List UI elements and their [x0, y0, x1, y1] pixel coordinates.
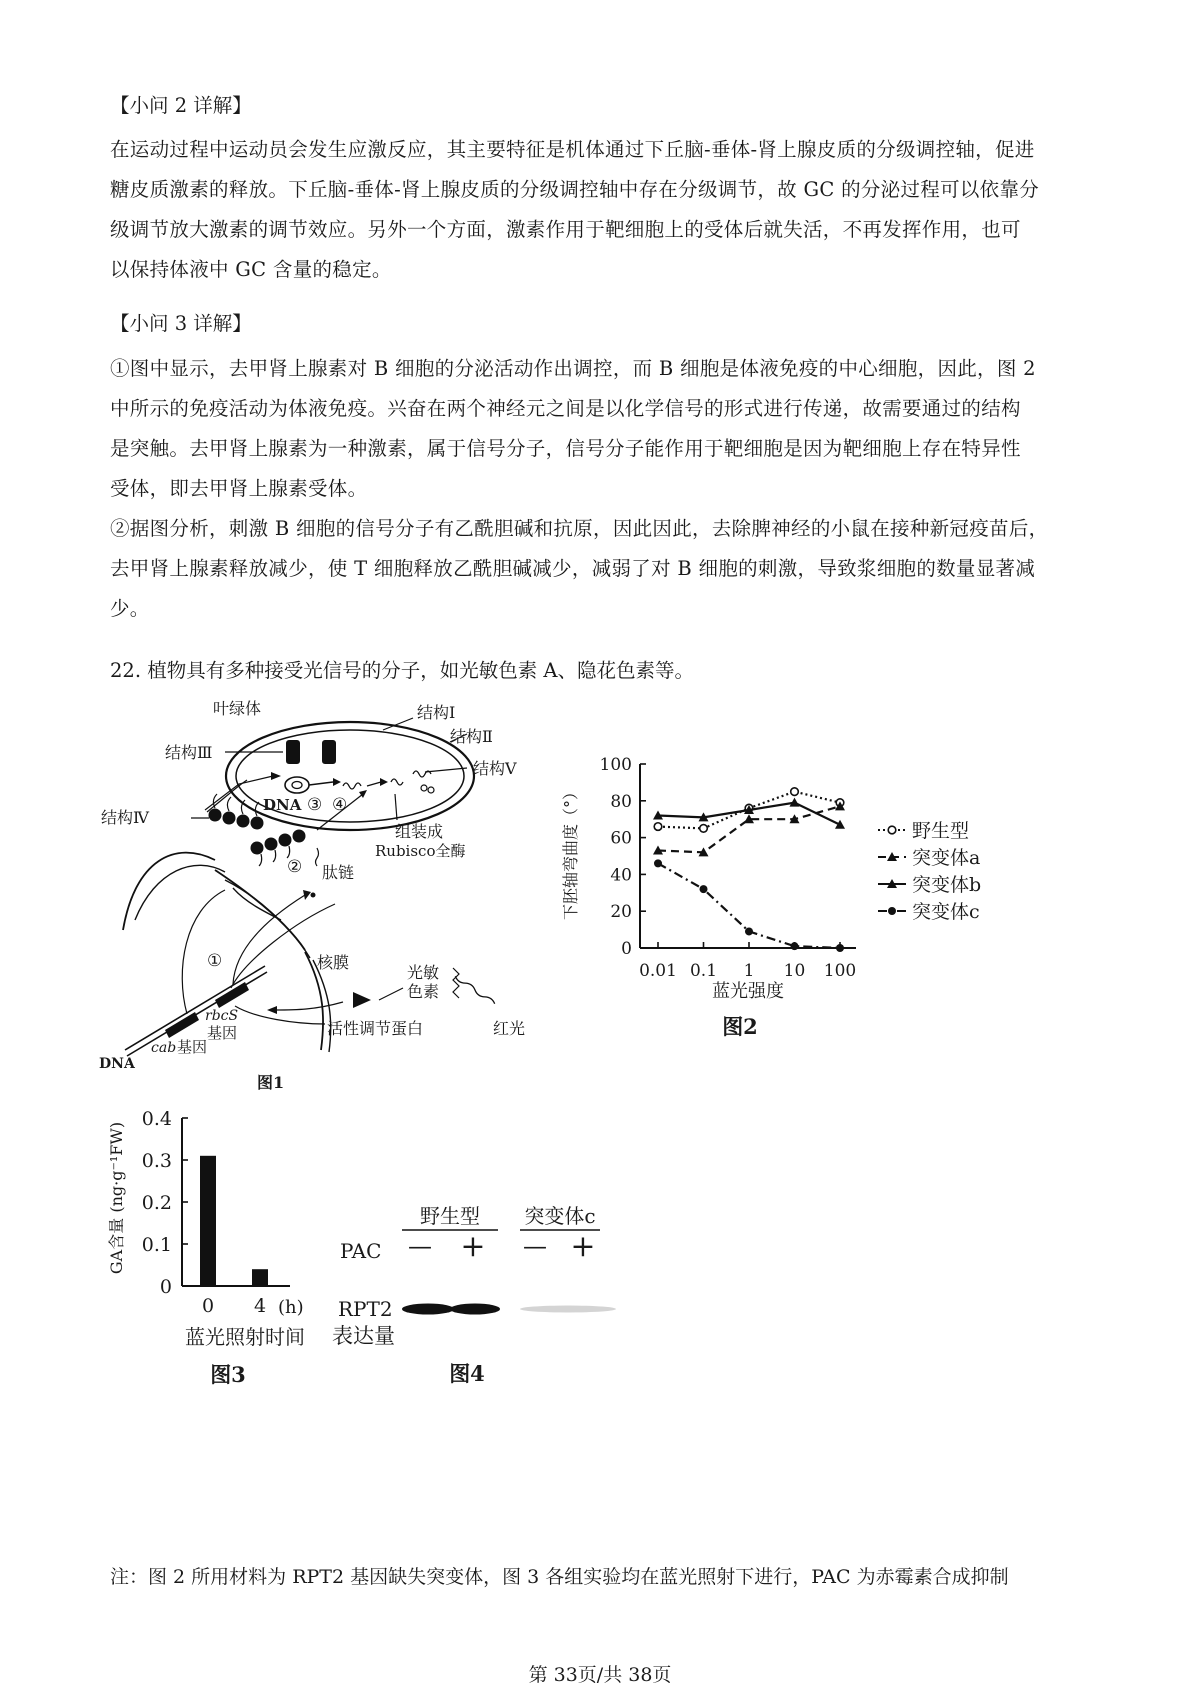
data-point [700, 885, 708, 893]
figure-1-caption: 图1 [257, 1073, 285, 1092]
data-point [836, 944, 844, 952]
label-step-1: ① [207, 951, 223, 971]
label-cab: cab [151, 1040, 177, 1056]
text-line: 受体，即去甲肾上腺素受体。 [110, 477, 368, 500]
text-line: 是突触。去甲肾上腺素为一种激素，属于信号分子，信号分子能作用于靶细胞是因为靶细胞上存在特异性 [110, 437, 1021, 460]
label-step-2: ② [287, 857, 303, 877]
blot-band-wild-minus [402, 1304, 454, 1315]
legend-label: 突变体b [912, 874, 982, 896]
figure-4-caption: 图4 [449, 1361, 485, 1386]
label-structure-4: 结构Ⅳ [101, 808, 149, 827]
label-phytochrome-1: 光敏 [407, 963, 440, 982]
figure-2-y-axis-label: 下胚轴弯曲度（°） [561, 783, 580, 921]
label-chloroplast-dna: DNA [263, 796, 302, 814]
sign-wild-minus: — [408, 1232, 432, 1260]
figure-3-y-axis-label: GA含量 (ng·g⁻¹FW) [107, 1121, 126, 1275]
figure-3-caption: 图3 [210, 1362, 246, 1387]
blot-band-wild-plus [450, 1304, 500, 1315]
data-point [654, 823, 662, 831]
label-wild-type: 野生型 [420, 1204, 480, 1228]
data-point [654, 859, 662, 867]
page-footer: 第 33页/共 38页 [528, 1664, 672, 1686]
label-step-4: ④ [332, 795, 348, 815]
label-structure-3: 结构Ⅲ [165, 743, 213, 762]
nuclear-envelope [123, 853, 215, 930]
y-tick-label: 60 [610, 828, 632, 849]
label-pac: PAC [340, 1239, 382, 1263]
figure-3-x-unit: (h) [278, 1297, 304, 1318]
label-rbcs-gene: 基因 [207, 1024, 238, 1042]
data-point [745, 927, 753, 935]
x-tick-label: 10 [783, 961, 806, 981]
label-structure-5: 结构Ⅴ [473, 759, 517, 778]
activator-triangle [353, 992, 371, 1008]
section-2-paragraph [110, 130, 1100, 290]
x-tick-label: 0.1 [689, 961, 718, 981]
thylakoid-stack [322, 740, 336, 764]
data-point [791, 942, 799, 950]
label-nuclear-membrane: 核膜 [317, 953, 350, 972]
figure-3-x-axis-label: 蓝光照射时间 [185, 1325, 305, 1349]
label-rbcs: rbcS [205, 1008, 239, 1024]
figure-2-caption: 图2 [722, 1014, 758, 1039]
ribosome-chain [251, 830, 306, 855]
note-text: 注：图 2 所用材料为 RPT2 基因缺失突变体，图 3 各组实验均在蓝光照射下进行，PAC 为赤霉素合成抑制 [110, 1566, 1009, 1588]
legend-label: 野生型 [912, 820, 970, 842]
y-tick-label: 0.4 [141, 1108, 172, 1130]
y-tick-label: 0 [621, 939, 632, 959]
legend-label: 突变体a [912, 847, 981, 869]
x-tick-label: 1 [743, 961, 755, 981]
label-assemble-1: 组装成 [395, 822, 444, 841]
y-tick-label: 20 [610, 902, 632, 923]
y-tick-label: 0.1 [141, 1234, 172, 1256]
label-structure-2: 结构Ⅱ [450, 727, 493, 746]
x-tick-label: 0.01 [639, 961, 677, 981]
question-22: 22. 植物具有多种接受光信号的分子，如光敏色素 A、隐花色素等。 [110, 659, 694, 682]
legend-label: 突变体c [912, 901, 980, 923]
label-nuclear-dna: DNA [99, 1056, 135, 1072]
sign-wild-plus: + [460, 1229, 486, 1264]
text-line: ②据图分析，刺激 B 细胞的信号分子有乙酰胆碱和抗原，因此因此，去除脾神经的小鼠在接种新冠疫苗后， [110, 517, 1049, 540]
figure-1-diagram [95, 690, 605, 1090]
text-line: 以保持体液中 GC 含量的稳定。 [110, 258, 392, 281]
y-tick-label: 0.2 [141, 1192, 172, 1214]
section-2-heading: 【小问 2 详解】 [110, 94, 252, 117]
sign-mut-minus: — [523, 1232, 547, 1260]
label-rpt2: RPT2 [338, 1297, 393, 1321]
figure-2-x-axis-label: 蓝光强度 [712, 981, 784, 1002]
x-tick-label: 4 [253, 1295, 267, 1317]
label-phytochrome-2: 色素 [407, 982, 440, 1001]
data-point [791, 788, 799, 796]
y-tick-label: 0.3 [141, 1150, 172, 1172]
label-activator-protein: 活性调节蛋白 [327, 1019, 424, 1038]
section-3-paragraph [110, 349, 1100, 629]
legend-marker [888, 826, 896, 834]
label-expression: 表达量 [332, 1324, 395, 1348]
label-assemble-2: Rubisco全酶 [375, 842, 466, 860]
bar [200, 1156, 216, 1286]
text-line: 少。 [110, 597, 150, 620]
bar [252, 1269, 268, 1286]
text-line: ①图中显示，去甲肾上腺素对 B 细胞的分泌活动作出调控，而 B 细胞是体液免疫的中心细胞，因此，图 2 [110, 357, 1036, 380]
y-tick-label: 100 [599, 755, 632, 775]
text-line: 去甲肾上腺素释放减少，使 T 细胞释放乙酰胆碱减少，减弱了对 B 细胞的刺激，导致浆细胞的数量显著减 [110, 557, 1036, 580]
data-point [700, 825, 708, 833]
label-chloroplast: 叶绿体 [213, 699, 262, 718]
chloroplast-dna-ring [285, 777, 309, 793]
blot-band-mutant-faint [520, 1306, 616, 1313]
x-tick-label: 0 [201, 1295, 215, 1317]
label-mutant-c: 突变体c [524, 1204, 596, 1228]
text-line: 糖皮质激素的释放。下丘脑-垂体-肾上腺皮质的分级调控轴中存在分级调节，故 GC 的分泌过程可以依靠分 [110, 178, 1040, 201]
legend-marker [888, 907, 896, 915]
label-step-3: ③ [307, 795, 323, 815]
x-tick-label: 100 [823, 961, 857, 981]
sign-mut-plus: + [570, 1229, 596, 1264]
text-line: 级调节放大激素的调节效应。另外一个方面，激素作用于靶细胞上的受体后就失活，不再发挥作用，也可 [110, 218, 1021, 241]
figure-2-line-chart [560, 752, 1100, 1052]
label-peptide: 肽链 [322, 863, 355, 882]
figure-3-bar-chart [100, 1098, 360, 1398]
label-structure-1: 结构Ⅰ [417, 703, 456, 722]
text-line: 在运动过程中运动员会发生应激反应，其主要特征是机体通过下丘脑-垂体-肾上腺皮质的分级调控轴，促进 [110, 138, 1035, 161]
figure-4-western-blot [330, 1190, 640, 1390]
section-3-heading: 【小问 3 详解】 [110, 312, 252, 335]
text-line: 中所示的免疫活动为体液免疫。兴奋在两个神经元之间是以化学信号的形式进行传递，故需要通过的结构 [110, 397, 1021, 420]
label-cab-gene: 基因 [177, 1038, 208, 1056]
thylakoid-stack [286, 740, 300, 764]
y-tick-label: 40 [610, 865, 632, 886]
y-tick-label: 80 [610, 791, 632, 812]
y-tick-label: 0 [159, 1276, 172, 1298]
label-red-light: 红光 [493, 1019, 526, 1038]
